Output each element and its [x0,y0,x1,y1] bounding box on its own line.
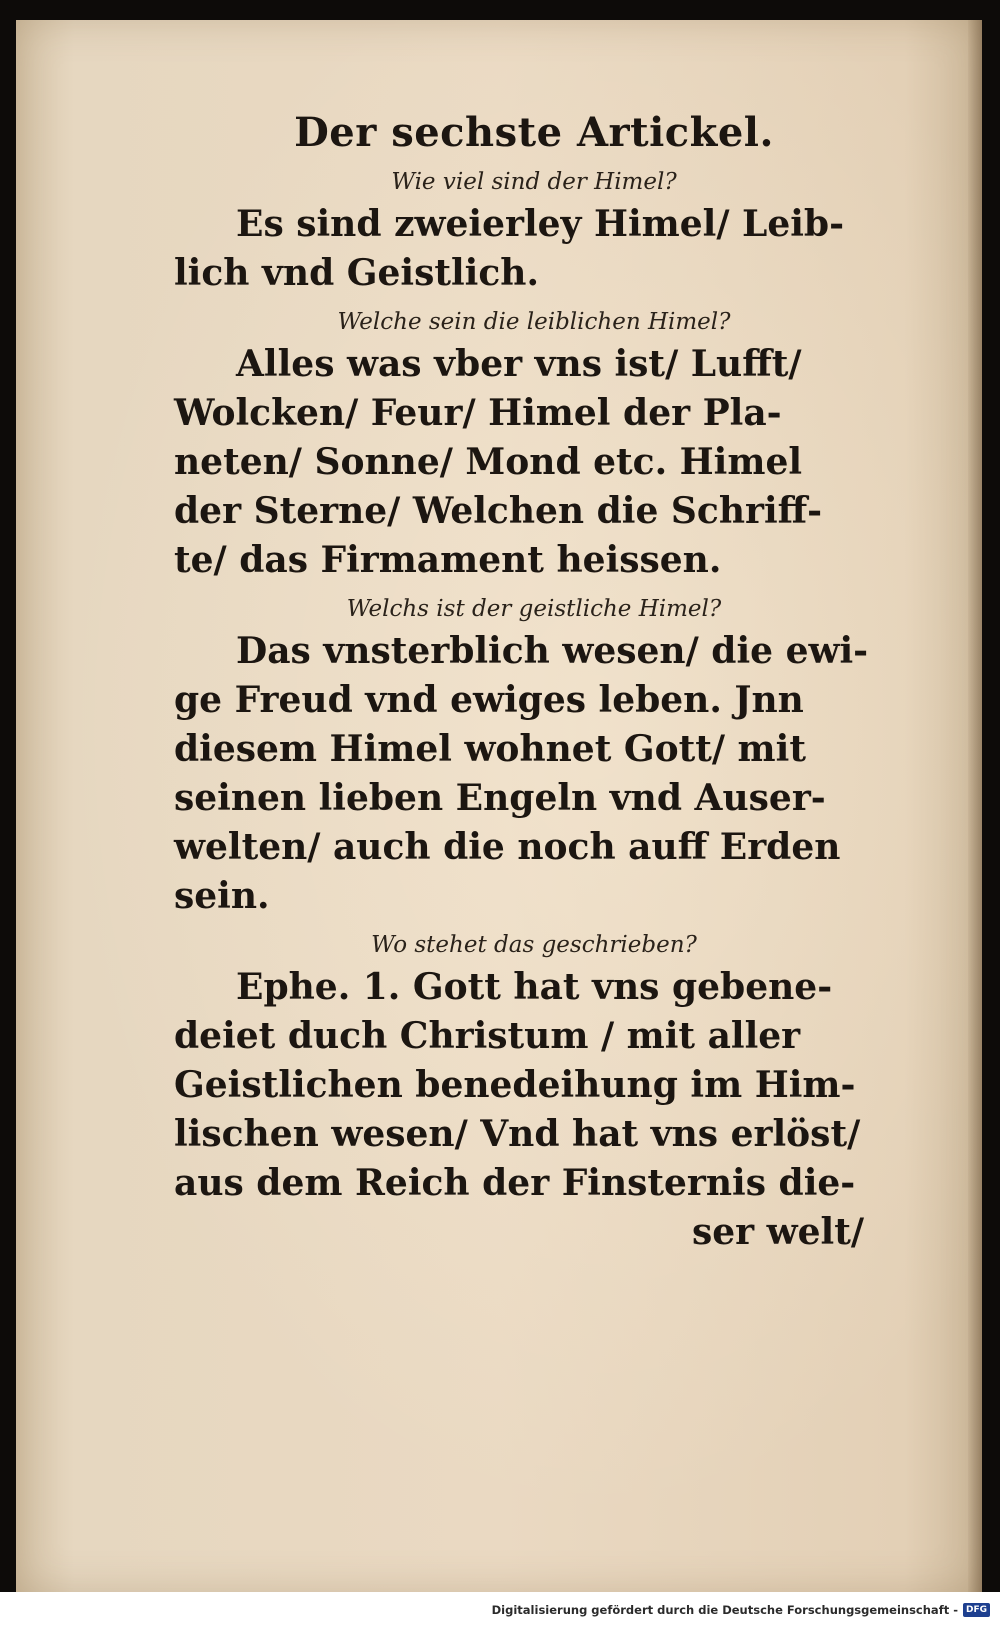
answer-line: neten/ Sonne/ Mond etc. Himel [174,441,803,483]
answer-line: welten/ auch die noch auff Erden [174,826,841,868]
article-heading: Der sechste Artickel. [294,109,774,156]
answer-line: ge Freud vnd ewiges leben. Jnn [174,679,804,721]
answer-line: Ephe. 1. Gott hat vns gebene- [236,966,833,1008]
answer-line: diesem Himel wohnet Gott/ mit [174,728,806,770]
answer-line: Alles was vber vns ist/ Lufft/ [236,343,802,385]
answer-line: lischen wesen/ Vnd hat vns erlöst/ [174,1113,861,1155]
answer-3 [174,627,894,921]
page-text-block [174,108,894,1257]
answer-line: ser welt/ [691,1211,864,1253]
answer-4 [174,963,894,1257]
answer-1 [174,200,894,298]
question-4: Wo stehet das geschrieben? [371,932,697,958]
answer-line: sein. [174,875,270,917]
answer-line: der Sterne/ Welchen die Schriff- [174,490,823,532]
answer-line: lich vnd Geistlich. [174,252,539,294]
answer-line: deiet duch Christum / mit aller [174,1015,801,1057]
answer-line: seinen lieben Engeln vnd Auser- [174,777,826,819]
funding-credit: Digitalisierung gefördert durch die Deutsche Forschungsgemeinschaft - [491,1602,958,1617]
question-1: Wie viel sind der Himel? [391,169,677,195]
answer-line: Geistlichen benedeihung im Him- [174,1064,856,1106]
dfg-logo: DFG [963,1603,990,1617]
answer-line: Es sind zweierley Himel/ Leib- [236,203,845,245]
question-2: Welche sein die leiblichen Himel? [337,309,731,335]
question-3: Welchs ist der geistliche Himel? [346,596,722,622]
answer-line: Wolcken/ Feur/ Himel der Pla- [174,392,782,434]
book-page [16,20,982,1592]
page-gutter-shadow [968,20,982,1592]
answer-2 [174,340,894,585]
answer-line: aus dem Reich der Finsternis die- [174,1162,856,1204]
answer-line: Das vnsterblich wesen/ die ewi- [236,630,869,672]
answer-line: te/ das Firmament heissen. [174,539,722,581]
footer-bar [0,1592,1000,1627]
